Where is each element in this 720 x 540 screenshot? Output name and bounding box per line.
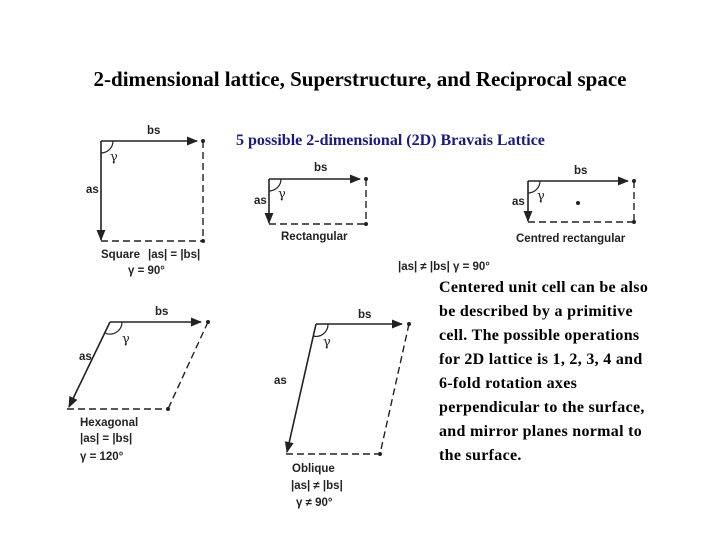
centred-name: Centred rectangular — [516, 233, 626, 245]
hexagonal-bs-label: bs — [155, 306, 169, 318]
oblique-as-label: as — [274, 375, 287, 387]
rectangular-bs-label: bs — [314, 162, 328, 174]
centred-gamma-label: γ — [537, 189, 545, 204]
square-gamma-label: γ — [110, 150, 118, 165]
square-as-label: as — [86, 184, 99, 196]
hexagonal-angle: γ = 120° — [80, 451, 124, 463]
square-bs-label: bs — [147, 125, 161, 137]
rectangular-lattice — [254, 162, 368, 243]
slide-description: Centered unit cell can be also be described by a primitive cell. The possible operations for 2D lattice is 1, 2, 3, 4 and 6-fold rotation axes perpendicular to the surface, and mirror planes normal to the surface. — [439, 279, 649, 464]
oblique-angle: γ ≠ 90° — [296, 497, 333, 509]
slide-subtitle: 5 possible 2-dimensional (2D) Bravais Lattice — [236, 132, 545, 149]
hexagonal-condition: |as| = |bs| — [80, 433, 133, 445]
oblique-condition: |as| ≠ |bs| — [291, 480, 343, 492]
centred-rectangular-lattice — [512, 165, 636, 245]
rectangular-name: Rectangular — [281, 231, 348, 243]
hexagonal-lattice — [67, 306, 210, 463]
hexagonal-gamma-label: γ — [122, 332, 130, 347]
oblique-bs-label: bs — [358, 309, 372, 321]
oblique-name: Oblique — [292, 463, 335, 475]
hexagonal-as-label: as — [79, 351, 92, 363]
square-lattice — [86, 125, 205, 277]
centred-as-label: as — [512, 196, 525, 208]
square-angle: γ = 90° — [128, 265, 165, 277]
oblique-lattice — [274, 309, 411, 509]
rectangular-condition: |as| ≠ |bs| γ = 90° — [398, 261, 490, 273]
rectangular-as-label: as — [254, 195, 267, 207]
rectangular-gamma-label: γ — [278, 187, 286, 202]
square-condition: |as| = |bs| — [148, 249, 201, 261]
hexagonal-name: Hexagonal — [80, 417, 139, 429]
square-name: Square — [101, 249, 140, 261]
centred-bs-label: bs — [574, 165, 588, 177]
oblique-gamma-label: γ — [323, 335, 331, 350]
slide-title: 2-dimensional lattice, Superstructure, and Reciprocal space — [93, 67, 627, 91]
